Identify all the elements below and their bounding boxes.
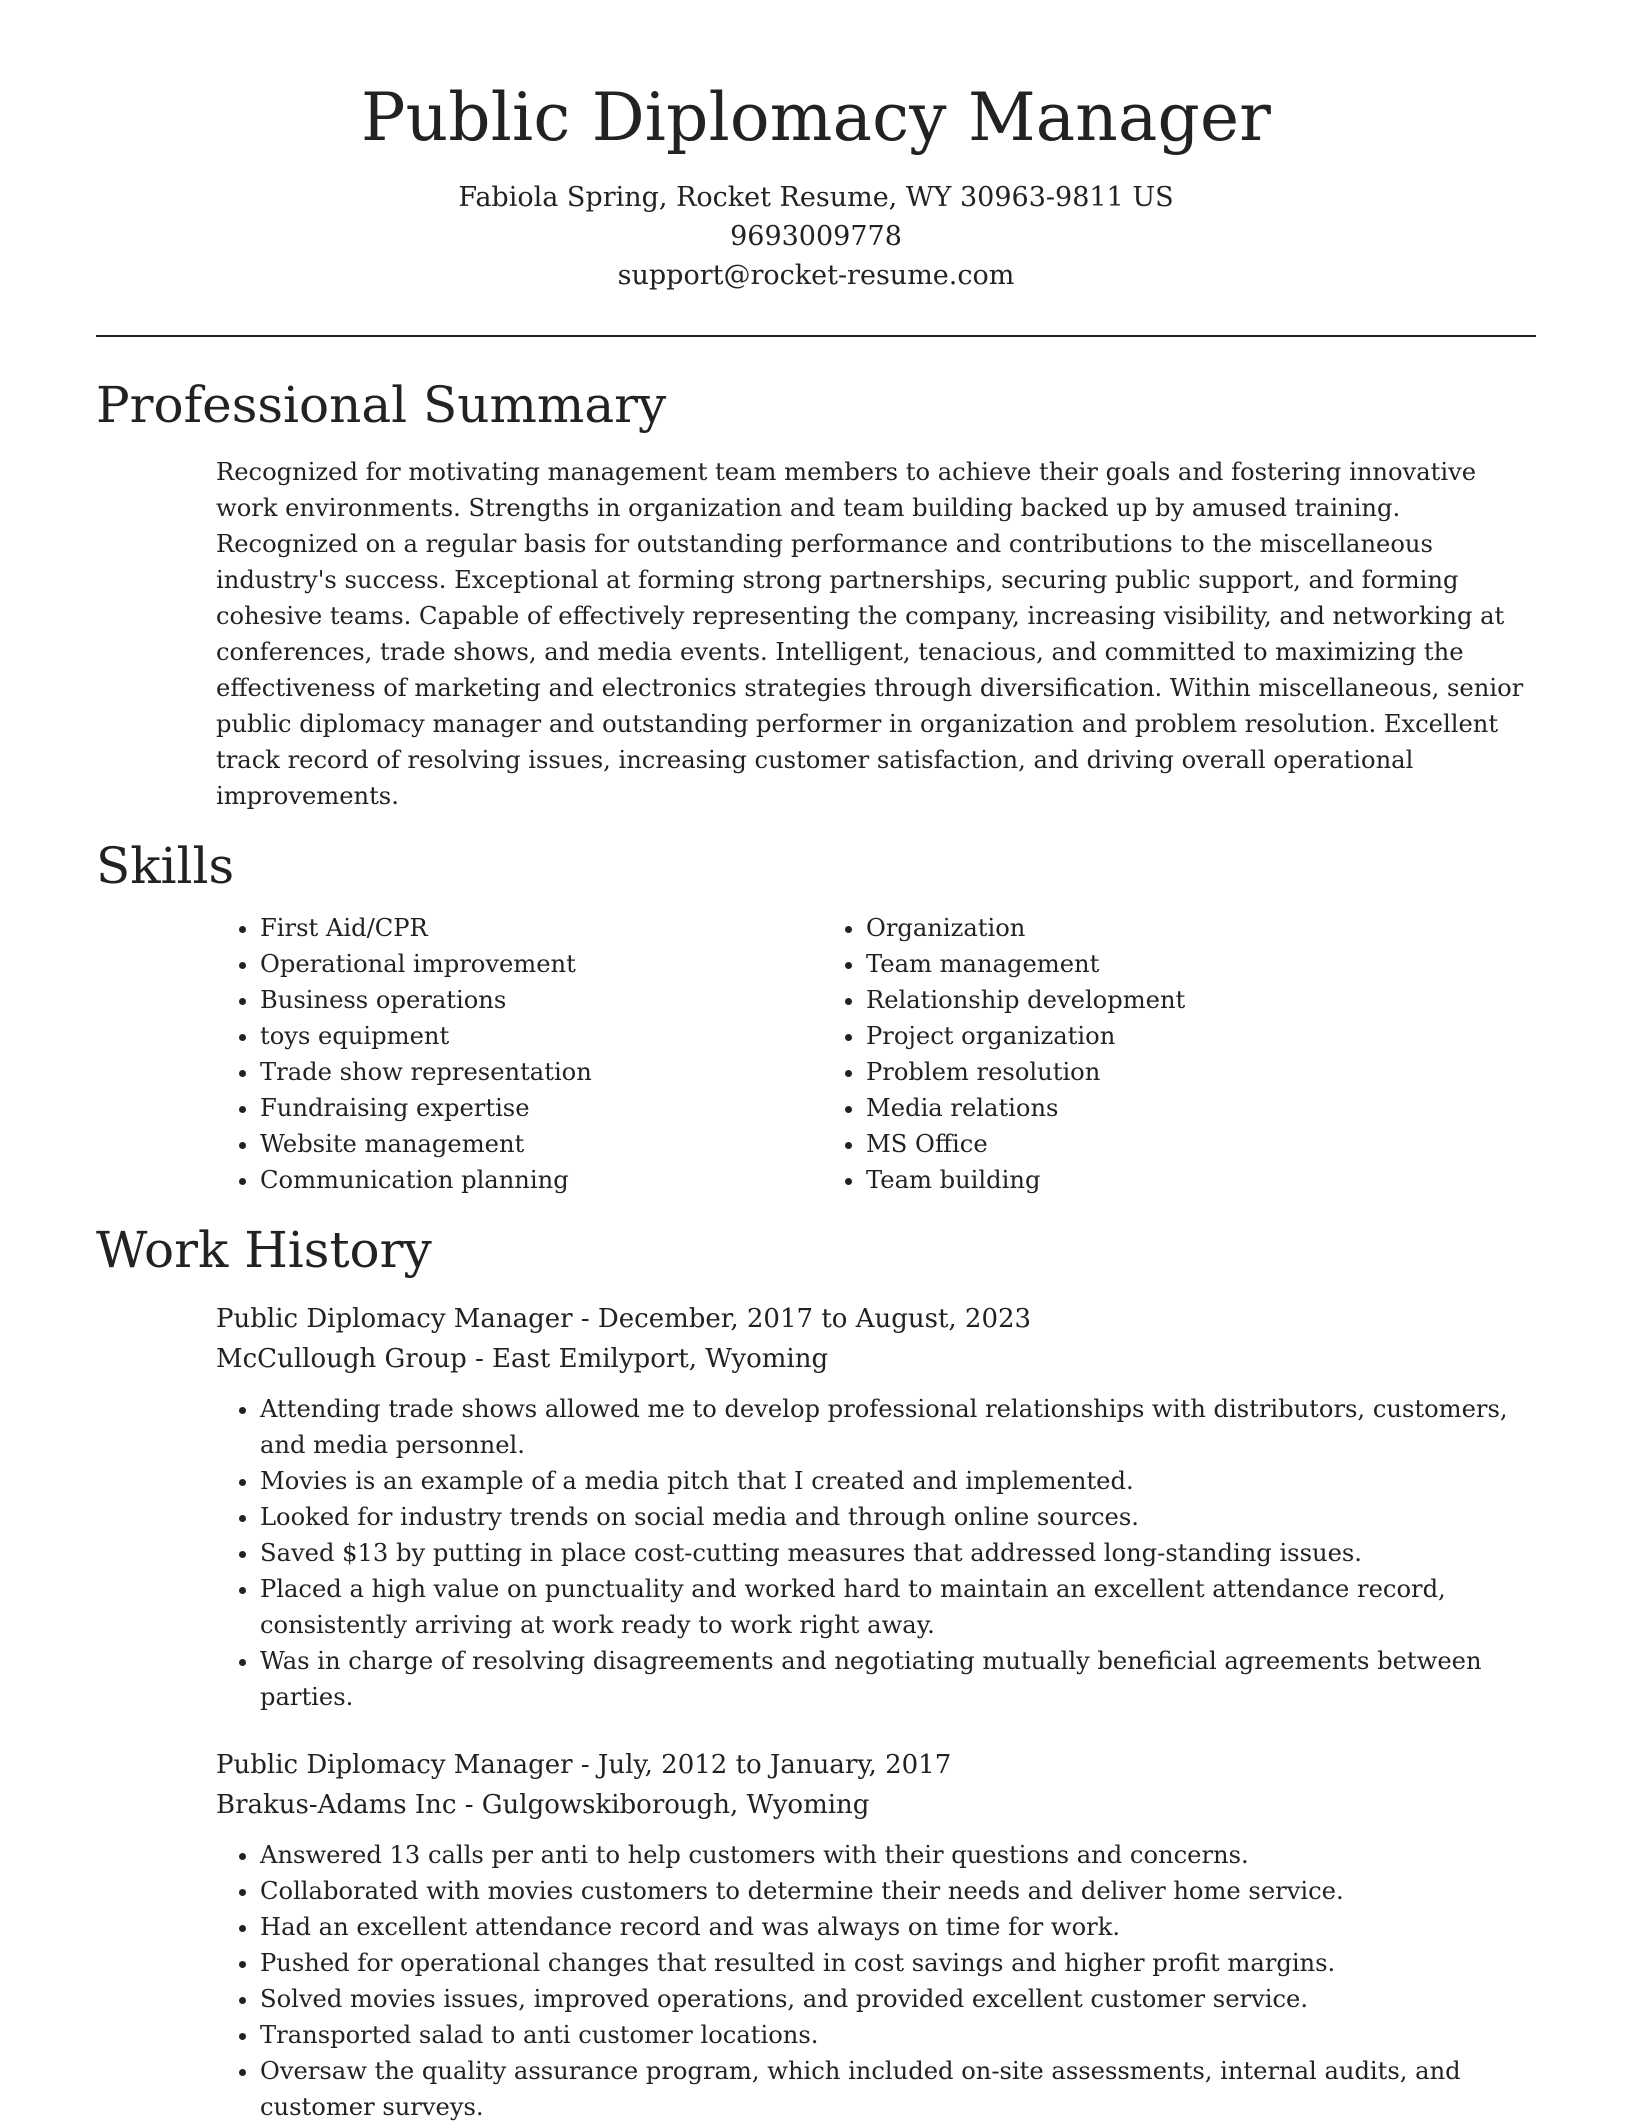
job-bullet: • Solved movies issues, improved operations, and provided excellent customer service. <box>260 1981 1536 2017</box>
job-bullet: • Oversaw the quality assurance program, which included on-site assessments, internal audits, and customer surveys. <box>260 2053 1536 2125</box>
skills-heading: Skills <box>96 837 235 896</box>
skill-item: • Relationship development <box>866 982 1185 1018</box>
skill-item: • Team building <box>866 1162 1185 1198</box>
work-history-heading: Work History <box>96 1220 432 1279</box>
job-bullet: • Saved $13 by putting in place cost-cutting measures that addressed long-standing issues. <box>260 1535 1536 1571</box>
skills-columns <box>216 910 1536 1198</box>
skill-item: • Business operations <box>260 982 822 1018</box>
job-entry <box>216 1745 1536 2125</box>
summary-heading: Professional Summary <box>96 375 667 434</box>
job-bullet: • Attending trade shows allowed me to develop professional relationships with distributors, customers, and media personnel. <box>260 1391 1536 1463</box>
skill-item: • Communication planning <box>260 1162 822 1198</box>
skill-item: • Trade show representation <box>260 1054 822 1090</box>
skill-item: • Media relations <box>866 1090 1185 1126</box>
job-bullet: • Answered 13 calls per anti to help customers with their questions and concerns. <box>260 1837 1536 1873</box>
contact-email: support@rocket-resume.com <box>617 259 1015 291</box>
professional-summary-section <box>96 377 1536 815</box>
skill-item: • Website management <box>260 1126 822 1162</box>
skill-item: • Operational improvement <box>260 946 822 982</box>
skill-item: • Organization <box>866 910 1185 946</box>
skill-item: • First Aid/CPR <box>260 910 822 946</box>
skills-section <box>96 838 1536 1198</box>
skills-list-right <box>822 910 1185 1198</box>
resume-title: Public Diplomacy Manager <box>360 79 1272 156</box>
contact-block <box>96 178 1536 295</box>
job-bullet: • Was in charge of resolving disagreements and negotiating mutually beneficial agreements between parties. <box>260 1643 1536 1715</box>
contact-address: Fabiola Spring, Rocket Resume, WY 30963-9811 US <box>458 181 1174 213</box>
job-title-dates: Public Diplomacy Manager - December, 2017 to August, 2023 <box>216 1304 1032 1335</box>
job-bullet: • Movies is an example of a media pitch that I created and implemented. <box>260 1463 1536 1499</box>
skill-item: • Project organization <box>866 1018 1185 1054</box>
job-bullet: • Pushed for operational changes that resulted in cost savings and higher profit margins. <box>260 1945 1536 1981</box>
skill-item: • Fundraising expertise <box>260 1090 822 1126</box>
skill-item: • toys equipment <box>260 1018 822 1054</box>
job-bullet: • Placed a high value on punctuality and worked hard to maintain an excellent attendance record, consistently arriving at work ready to work right away. <box>260 1571 1536 1643</box>
job-company-location: McCullough Group - East Emilyport, Wyoming <box>216 1344 829 1375</box>
skill-item: • MS Office <box>866 1126 1185 1162</box>
job-title-dates: Public Diplomacy Manager - July, 2012 to January, 2017 <box>216 1750 952 1781</box>
header-divider <box>96 335 1536 337</box>
job-entry <box>216 1299 1536 1715</box>
contact-phone: 9693009778 <box>730 220 902 252</box>
summary-text: Recognized for motivating management team members to achieve their goals and fostering innovative work environments. Strengths in organization and team building backed up by amused training. Recognized on a regular basis for outstanding performance and contributions to the miscellaneous industry's success. Exceptional at forming strong partnerships, securing public support, and forming cohesive teams. Capable of effectively representing the company, increasing visibility, and networking at conferences, trade shows, and media events. Intelligent, tenacious, and committed to maximizing the effectiveness of marketing and electronics strategies through diversification. Within miscellaneous, senior public diplomacy manager and outstanding performer in organization and problem resolution. Excellent track record of resolving issues, increasing customer satisfaction, and driving overall operational improvements. <box>216 458 1524 811</box>
skill-item: • Problem resolution <box>866 1054 1185 1090</box>
skill-item: • Team management <box>866 946 1185 982</box>
job-bullet: • Transported salad to anti customer locations. <box>260 2017 1536 2053</box>
job-bullets <box>216 1837 1536 2125</box>
job-bullets <box>216 1391 1536 1715</box>
job-bullet: • Looked for industry trends on social media and through online sources. <box>260 1499 1536 1535</box>
job-bullet: • Collaborated with movies customers to determine their needs and deliver home service. <box>260 1873 1536 1909</box>
job-company-location: Brakus-Adams Inc - Gulgowskiborough, Wyoming <box>216 1790 870 1821</box>
skills-list-left <box>216 910 822 1198</box>
job-bullet: • Had an excellent attendance record and was always on time for work. <box>260 1909 1536 1945</box>
work-history-section <box>96 1222 1536 2125</box>
